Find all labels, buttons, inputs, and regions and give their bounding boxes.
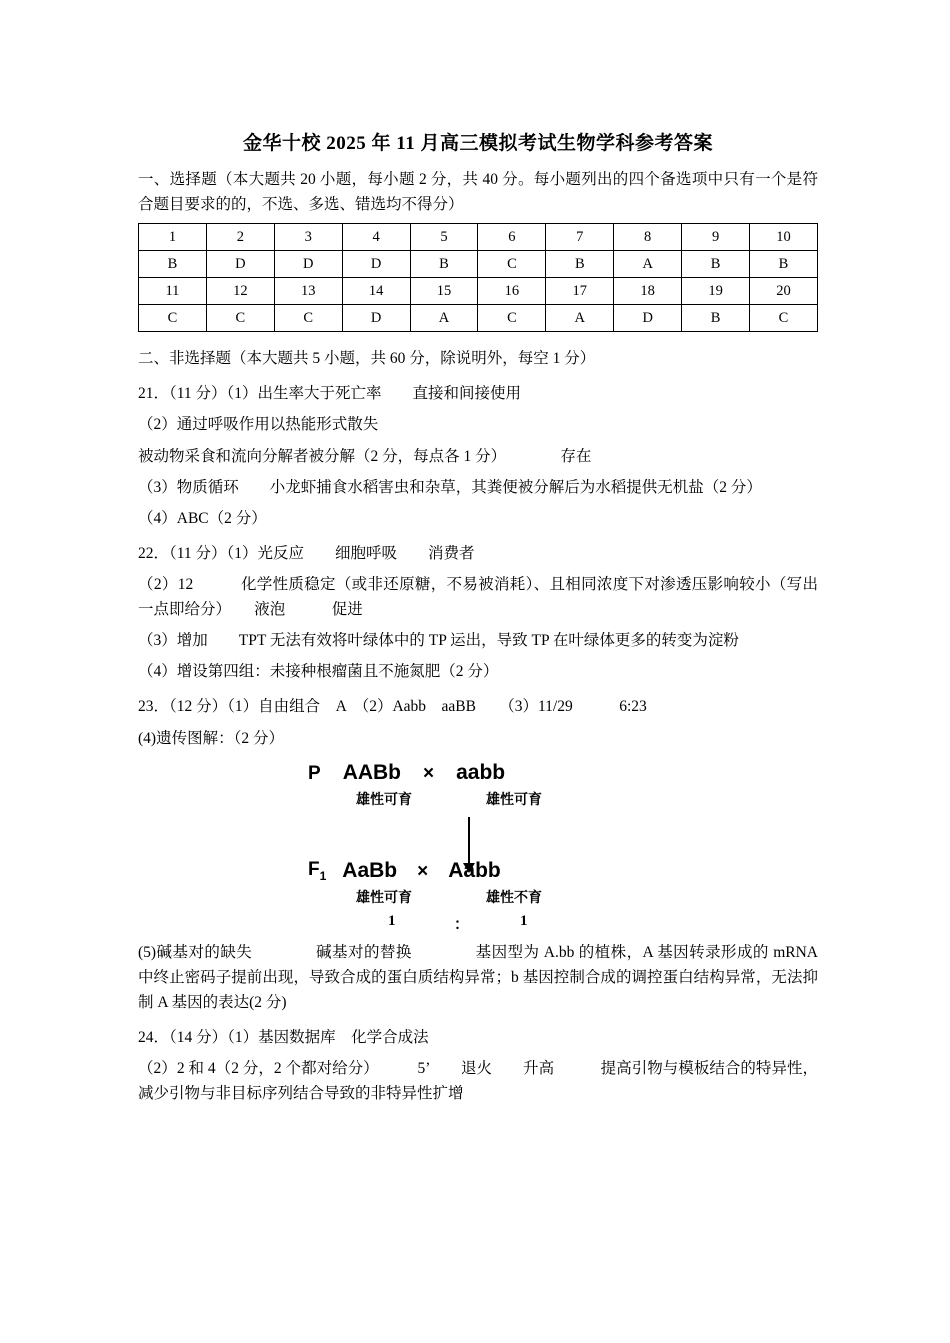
table-row	[139, 305, 818, 332]
answer-21-line-5: （4）ABC（2 分）	[138, 509, 267, 527]
table-cell: A	[410, 305, 478, 332]
answer-21-line-4: （3）物质循环 小龙虾捕食水稻害虫和杂草，其粪便被分解后为水稻提供无机盐（2 分）	[138, 478, 762, 496]
genetics-cross-diagram	[138, 755, 818, 940]
table-cell: C	[274, 305, 342, 332]
table-cell: C	[478, 251, 546, 278]
table-cell: 5	[410, 224, 478, 251]
table-cell: 9	[682, 224, 750, 251]
answer-22-line-2: （2）12 化学性质稳定（或非还原糖，不易被消耗）、且相同浓度下对渗透压影响较小（写出一点即给分） 液泡 促进	[138, 575, 818, 619]
table-cell: 1	[139, 224, 207, 251]
table-cell: A	[614, 251, 682, 278]
table-cell: B	[139, 251, 207, 278]
table-cell: 12	[206, 278, 274, 305]
table-cell: 7	[546, 224, 614, 251]
answer-22-line-4: （4）增设第四组：未接种根瘤菌且不施氮肥（2 分）	[138, 663, 499, 681]
table-row	[139, 251, 818, 278]
parent-label: P	[308, 762, 321, 784]
parent-left-note: 雄性可育	[356, 792, 412, 808]
parent-right-genotype: aabb	[456, 760, 506, 784]
table-cell: A	[546, 305, 614, 332]
table-row	[139, 278, 818, 305]
table-cell: D	[614, 305, 682, 332]
table-cell: B	[682, 251, 750, 278]
f1-right-genotype: Aabb	[448, 858, 501, 882]
f1-right-note: 雄性不育	[486, 890, 542, 906]
table-cell: 13	[274, 278, 342, 305]
cross-symbol: ×	[423, 762, 435, 784]
answer-21-line-2: （2）通过呼吸作用以热能形式散失	[138, 416, 379, 434]
table-cell: B	[410, 251, 478, 278]
table-cell: D	[206, 251, 274, 278]
table-cell: 15	[410, 278, 478, 305]
table-cell: 8	[614, 224, 682, 251]
parent-generation-row	[308, 761, 505, 785]
answer-23-line-5: (5)碱基对的缺失 碱基对的替换 基因型为 A.bb 的植株，A 基因转录形成的 mRNA 中终止密码子提前出现，导致合成的蛋白质结构异常；b 基因控制合成的调控蛋白结构异常，无法抑制 A 基因的表达(2 分)	[138, 943, 818, 1011]
table-cell: B	[750, 251, 818, 278]
parent-left-genotype: AABb	[342, 760, 402, 784]
table-cell: C	[750, 305, 818, 332]
section-1-heading: 一、选择题（本大题共 20 小题，每小题 2 分，共 40 分。每小题列出的四个备选项中只有一个是符合题目要求的的，不选、多选、错选均不得分）	[138, 171, 818, 214]
answer-22-line-1: 22．（11 分）（1）光反应 细胞呼吸 消费者	[138, 544, 475, 562]
f1-label: $F_1$	[308, 858, 327, 883]
table-cell: C	[206, 305, 274, 332]
table-cell: 18	[614, 278, 682, 305]
answer-23-line-1: 23．（12 分）（1）自由组合 A （2）Aabb aaBB （3）11/29 6:23	[138, 698, 647, 716]
table-cell: D	[342, 251, 410, 278]
table-cell: 11	[139, 278, 207, 305]
table-cell: D	[342, 305, 410, 332]
table-cell: 17	[546, 278, 614, 305]
multiple-choice-answer-table	[138, 223, 818, 332]
f1-generation-row	[308, 859, 501, 883]
f1-left-genotype: AaBb	[342, 858, 398, 882]
ratio-left: 1	[388, 912, 396, 929]
table-cell: 14	[342, 278, 410, 305]
table-cell: 16	[478, 278, 546, 305]
table-cell: 4	[342, 224, 410, 251]
section-2-heading: 二、非选择题（本大题共 5 小题，共 60 分，除说明外，每空 1 分）	[138, 350, 596, 368]
table-cell: D	[274, 251, 342, 278]
cross-symbol-f1: ×	[417, 860, 429, 882]
table-cell: C	[139, 305, 207, 332]
downward-arrow-icon	[468, 817, 470, 863]
answer-23-line-2: (4)遗传图解：（2 分）	[138, 729, 284, 747]
table-cell: 3	[274, 224, 342, 251]
table-cell: 6	[478, 224, 546, 251]
table-cell: C	[478, 305, 546, 332]
document-body	[138, 128, 818, 1110]
ratio-colon: ：	[454, 916, 470, 933]
table-row	[139, 224, 818, 251]
answer-21-line-3: 被动物采食和流向分解者被分解（2 分，每点各 1 分） 存在	[138, 447, 592, 465]
answer-24-line-2: （2）2 和 4（2 分，2 个都对给分） 5’ 退火 升高 提高引物与模板结合的特异性，减少引物与非目标序列结合导致的非特异性扩增	[138, 1060, 818, 1103]
table-cell: 20	[750, 278, 818, 305]
table-cell: 10	[750, 224, 818, 251]
page-title: 金华十校 2025 年 11 月高三模拟考试生物学科参考答案	[243, 133, 713, 154]
answer-22-line-3: （3）增加 TPT 无法有效将叶绿体中的 TP 运出，导致 TP 在叶绿体更多的转变为淀粉	[138, 632, 739, 650]
answer-24-line-1: 24．（14 分）（1）基因数据库 化学合成法	[138, 1028, 429, 1046]
parent-right-note: 雄性可育	[486, 792, 542, 808]
table-cell: 2	[206, 224, 274, 251]
f1-left-note: 雄性可育	[356, 890, 412, 906]
table-cell: B	[682, 305, 750, 332]
table-cell: B	[546, 251, 614, 278]
answer-21-line-1: 21．（11 分）（1）出生率大于死亡率 直接和间接使用	[138, 385, 522, 403]
ratio-right: 1	[520, 912, 528, 929]
table-cell: 19	[682, 278, 750, 305]
